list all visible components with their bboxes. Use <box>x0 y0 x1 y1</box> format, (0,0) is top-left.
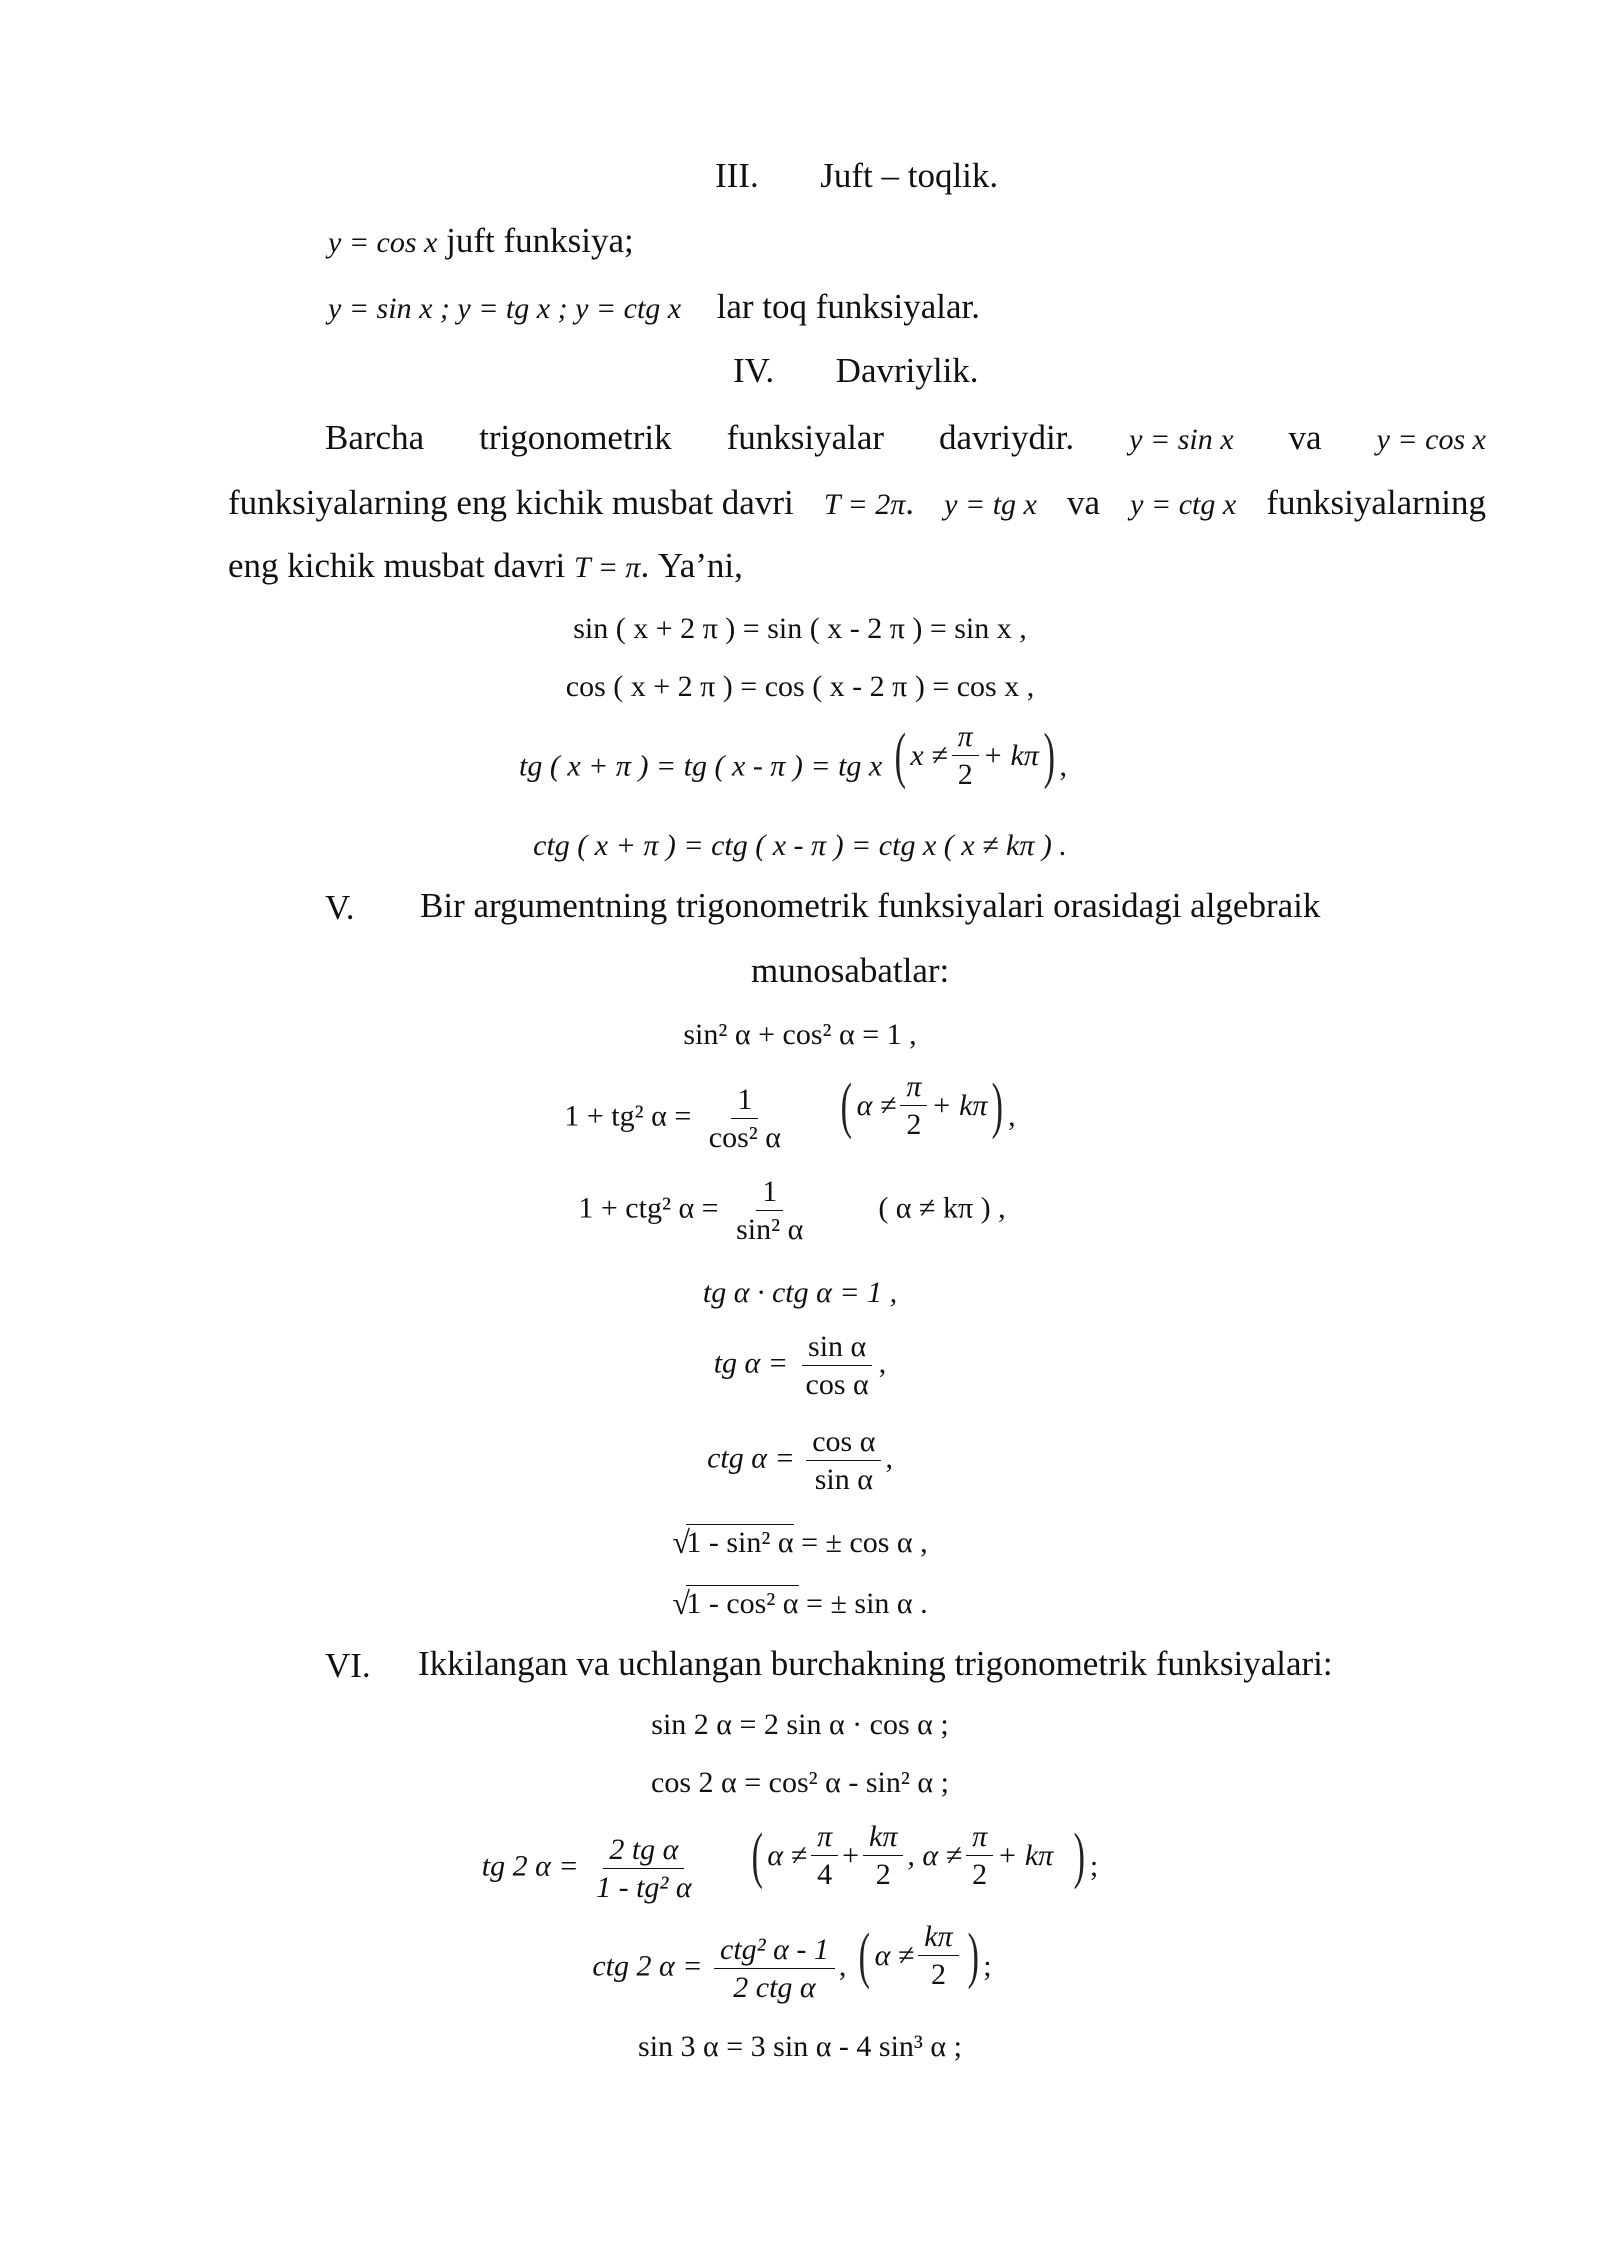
condition: ( α ≠ $\frac{\pi}{4}$ + $\frac{k\pi}{2}$ , α ≠ $\frac{\pi}{2}$ + kπ ) <box>751 1820 1086 1891</box>
text: α ≠ <box>767 1838 808 1872</box>
square-root: √ 1 - sin² α <box>672 1524 794 1560</box>
formula: tg ( x + π ) = tg ( x - π ) = tg x <box>519 749 883 783</box>
text: eng kichik musbat davri <box>228 546 566 585</box>
text: . Ya’ni, <box>640 546 743 585</box>
square-root: √ 1 - cos² α <box>672 1585 799 1621</box>
paragraph-line-1 <box>325 418 1486 458</box>
identity-sqrt-cos <box>0 1526 1600 1560</box>
text: + kπ <box>982 738 1039 772</box>
denominator: 4 <box>817 1858 833 1891</box>
word: davriydir. <box>939 418 1075 457</box>
formula-inline: y = sin x <box>1129 423 1234 456</box>
formula: 1 + tg² α = <box>564 1099 692 1133</box>
section-6-title: Ikkilangan va uchlangan burchakning trigonometrik funksiyalari: <box>418 1644 1333 1683</box>
punctuation: , <box>1008 1099 1016 1133</box>
formula-sin-triple <box>0 2030 1600 2064</box>
fraction <box>703 1083 787 1154</box>
word: trigonometrik <box>479 418 672 457</box>
text: + kπ <box>997 1838 1054 1872</box>
formula-cos-double <box>0 1766 1600 1800</box>
formula-inline: T = 2π <box>823 488 906 521</box>
formula-sin-double <box>0 1708 1600 1742</box>
formula: sin² α + cos² α = 1 , <box>683 1018 917 1051</box>
denominator: 2 <box>930 1958 946 1991</box>
section-title: Juft – toqlik. <box>820 156 999 195</box>
paragraph-line-3 <box>228 548 743 583</box>
fraction <box>806 1425 881 1496</box>
denominator: 2 <box>906 1108 922 1141</box>
operator: + <box>842 1838 860 1872</box>
condition: ( x ≠ $\frac{\pi}{2}$ + kπ ) <box>894 720 1055 791</box>
formula-inline: y = tg x <box>944 488 1037 521</box>
section-number: III. <box>715 156 759 195</box>
identity-sqrt-sin <box>0 1587 1600 1621</box>
formula-inline: y = ctg x <box>1130 488 1237 521</box>
punctuation: , <box>885 1441 893 1475</box>
numerator: π <box>900 1070 927 1106</box>
numerator: 1 <box>756 1175 783 1211</box>
fraction <box>863 1820 903 1891</box>
formula: tg α · ctg α = 1 , <box>702 1276 898 1309</box>
formula: ctg ( x + π ) = ctg ( x - π ) = ctg x ( x ≠ kπ ) . <box>533 829 1067 862</box>
denominator: cos α <box>805 1368 869 1401</box>
section-4-heading <box>733 353 979 388</box>
numerator: ctg² α - 1 <box>714 1933 835 1969</box>
numerator: π <box>952 720 979 756</box>
fraction <box>714 1933 835 2004</box>
formula: tg α = <box>713 1346 789 1380</box>
denominator: cos² α <box>708 1121 781 1155</box>
punctuation: , <box>838 1949 847 1983</box>
section-number: IV. <box>733 351 775 390</box>
fraction <box>730 1175 809 1246</box>
text: α ≠ <box>856 1088 897 1122</box>
fraction <box>966 1820 993 1891</box>
section-title: Davriylik. <box>835 351 979 390</box>
identity-ctg-squared <box>0 1175 1592 1246</box>
text: α ≠ <box>874 1938 915 1972</box>
section-5-title-continued: munosabatlar: <box>751 951 950 990</box>
paragraph-line-2 <box>228 483 1486 523</box>
punctuation: . <box>905 483 915 522</box>
punctuation: ; <box>1089 1849 1099 1883</box>
condition: ( α ≠ $\frac{\pi}{2}$ + kπ ) <box>840 1070 1004 1141</box>
punctuation: ; <box>983 1949 992 1983</box>
formula: cos ( x + 2 π ) = cos ( x - 2 π ) = cos x , <box>565 670 1035 703</box>
fraction <box>800 1330 875 1401</box>
odd-function-line <box>328 289 980 324</box>
identity-tg-squared <box>0 1070 1590 1154</box>
numerator: 1 <box>731 1083 758 1119</box>
denominator: 1 - tg² α <box>596 1871 692 1905</box>
even-function-line <box>328 223 634 258</box>
formula: sin 2 α = 2 sin α · cos α ; <box>651 1708 949 1741</box>
section-5-number: V. <box>325 888 355 927</box>
formula: ctg α = <box>707 1441 795 1475</box>
numerator: 2 tg α <box>603 1833 684 1869</box>
fraction <box>918 1920 958 1991</box>
fraction <box>590 1833 698 1904</box>
formula-ctg-period <box>0 829 1600 863</box>
formula-inline: y = cos x <box>328 226 438 259</box>
punctuation: , <box>1059 749 1067 783</box>
formula: = ± cos α , <box>801 1526 928 1559</box>
section-5-title: Bir argumentning trigonometrik funksiyalari orasidagi algebraik <box>420 886 1321 925</box>
word: Barcha <box>325 418 425 457</box>
numerator: cos α <box>806 1425 881 1461</box>
word: va <box>1066 483 1101 522</box>
condition: ( α ≠ kπ ) , <box>878 1191 1006 1225</box>
numerator: kπ <box>918 1920 958 1956</box>
fraction <box>900 1070 927 1141</box>
numerator: π <box>811 1820 838 1856</box>
formula-inline: y = cos x <box>1376 423 1486 456</box>
text: , α ≠ <box>907 1838 963 1872</box>
section-6-number: VI. <box>325 1646 371 1685</box>
formula-tg-double <box>0 1820 1590 1904</box>
formula: ctg 2 α = <box>592 1949 703 1983</box>
word: funksiyalar <box>726 418 885 457</box>
radicand: 1 - cos² α <box>686 1587 799 1620</box>
text: x ≠ <box>910 738 948 772</box>
formula-inline: T = π <box>574 551 641 584</box>
formula: tg 2 α = <box>481 1849 579 1883</box>
formula-sin-period <box>0 612 1600 646</box>
formula: 1 + ctg² α = <box>578 1191 719 1225</box>
fraction <box>811 1820 838 1891</box>
formula-cos-period <box>0 670 1600 704</box>
text: + kπ <box>931 1088 988 1122</box>
denominator: 2 <box>875 1858 891 1891</box>
denominator: sin α <box>814 1463 873 1496</box>
formula-tg-period <box>0 720 1593 791</box>
text: lar toq funksiyalar. <box>716 287 981 326</box>
numerator: sin α <box>802 1330 872 1366</box>
radicand: 1 - sin² α <box>686 1526 794 1559</box>
denominator: sin² α <box>736 1213 804 1246</box>
formula-ctg-double <box>0 1920 1592 2004</box>
identity-tg-ratio <box>0 1330 1600 1401</box>
numerator: π <box>966 1820 993 1856</box>
section-3-heading <box>715 158 998 193</box>
denominator: 2 <box>972 1858 988 1891</box>
formula: = ± sin α . <box>806 1587 928 1620</box>
formula-inline: y = sin x ; y = tg x ; y = ctg x <box>328 292 682 325</box>
denominator: 2 <box>957 758 973 791</box>
text: funksiyalarning <box>1266 483 1486 522</box>
condition: ( α ≠ $\frac{k\pi}{2}$ ) <box>858 1920 979 1991</box>
denominator: 2 ctg α <box>733 1971 816 2005</box>
text: funksiyalarning eng kichik musbat davri <box>228 483 794 522</box>
formula: cos 2 α = cos² α - sin² α ; <box>651 1766 949 1799</box>
identity-pythagorean <box>0 1018 1600 1052</box>
numerator: kπ <box>863 1820 903 1856</box>
text: juft funksiya; <box>446 221 634 260</box>
word: va <box>1288 418 1322 457</box>
formula: sin ( x + 2 π ) = sin ( x - 2 π ) = sin x , <box>573 612 1027 645</box>
identity-tg-ctg-product <box>0 1276 1600 1310</box>
formula: sin 3 α = 3 sin α - 4 sin³ α ; <box>638 2030 962 2063</box>
identity-ctg-ratio <box>0 1425 1600 1496</box>
fraction <box>952 720 979 791</box>
punctuation: , <box>878 1346 887 1380</box>
